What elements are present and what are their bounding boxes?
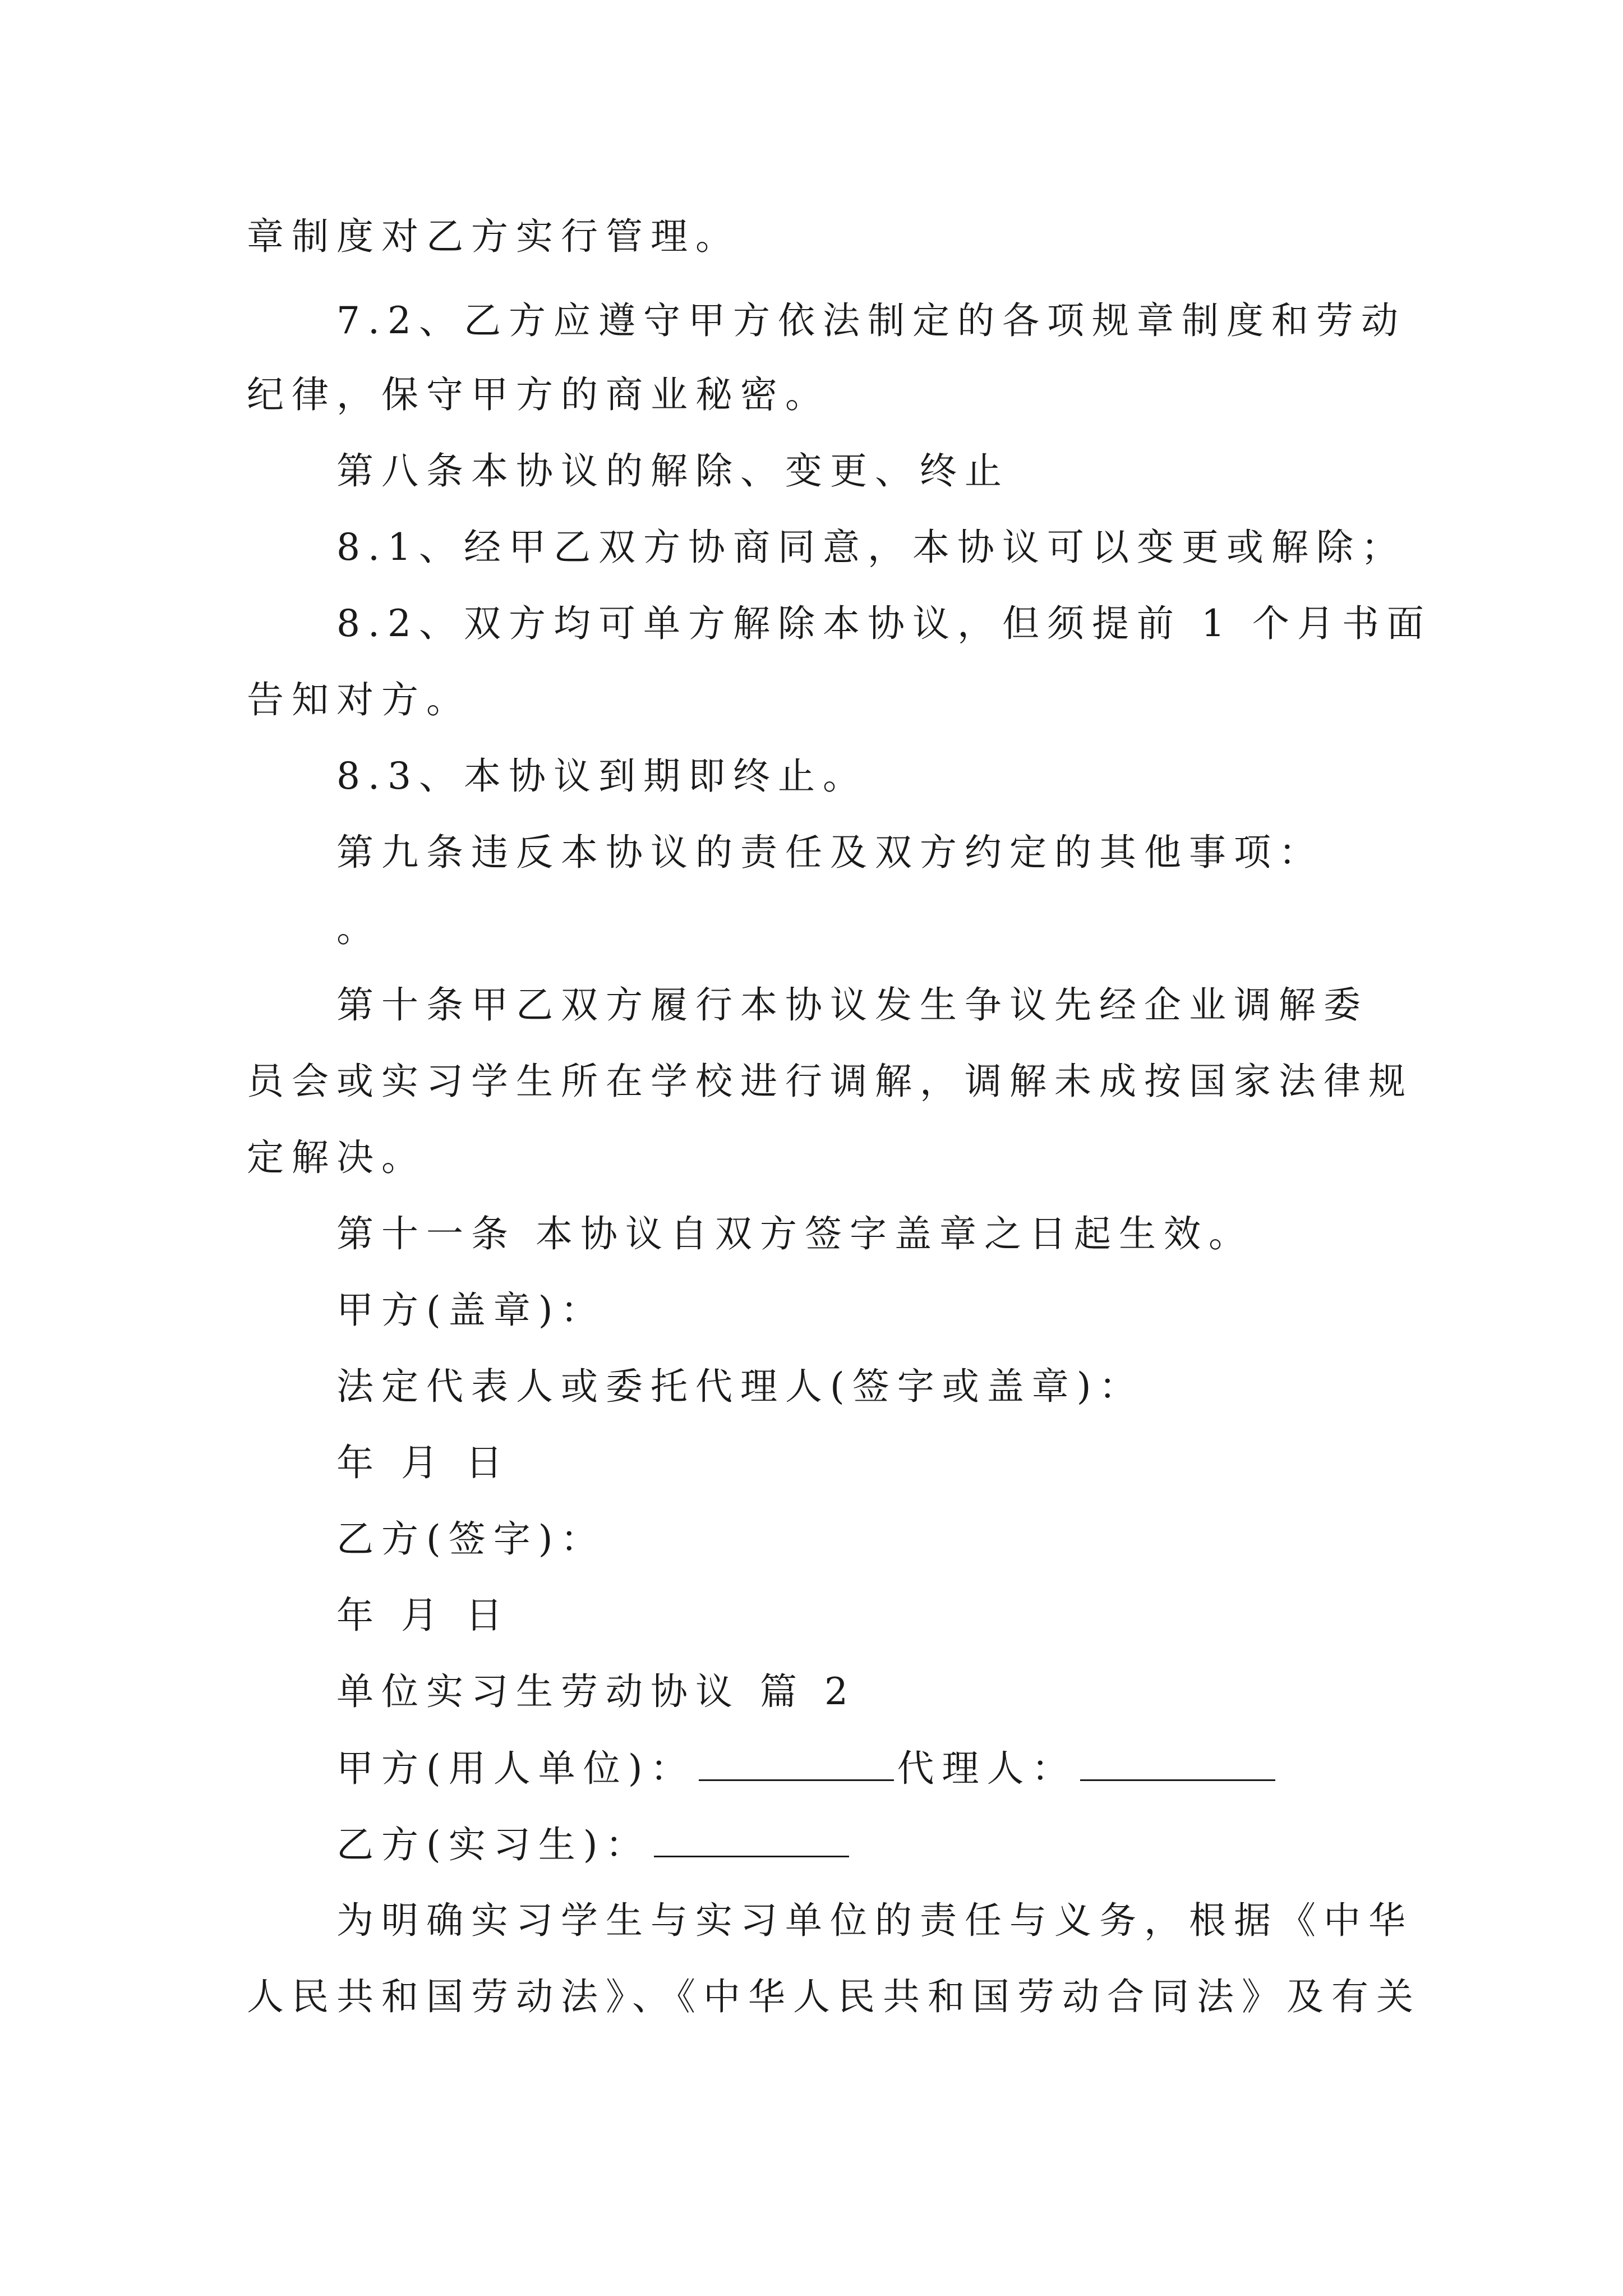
paragraph-line: 8.3、本协议到期即终止。 — [336, 754, 868, 798]
paragraph-line: 告知对方。 — [247, 678, 471, 721]
agent-label: 代理人： — [897, 1747, 1077, 1790]
paragraph-line: 第十一条 本协议自双方签字盖章之日起生效。 — [336, 1212, 1253, 1255]
party-b-line — [336, 1822, 852, 1867]
paragraph-line: 7.2、乙方应遵守甲方依法制定的各项规章制度和劳动 — [336, 299, 1406, 342]
section-heading: 第八条本协议的解除、变更、终止 — [336, 449, 1009, 493]
section-title: 单位实习生劳动协议 篇 2 — [336, 1670, 856, 1713]
agent-blank — [1080, 1746, 1275, 1781]
party-a-line — [336, 1746, 1279, 1791]
signature-line: 甲方(盖章)： — [336, 1289, 606, 1332]
party-a-label: 甲方(用人单位)： — [336, 1747, 695, 1790]
paragraph-line: 为明确实习学生与实习单位的责任与义务，根据《中华 — [336, 1899, 1413, 1942]
paragraph-line: 员会或实习学生所在学校进行调解，调解未成按国家法律规 — [247, 1060, 1413, 1103]
signature-line: 乙方(签字)： — [336, 1517, 606, 1561]
signature-line: 法定代表人或委托代理人(签字或盖章)： — [336, 1365, 1144, 1408]
paragraph-line: 第十条甲乙双方履行本协议发生争议先经企业调解委 — [336, 983, 1368, 1027]
paragraph-line: 人民共和国劳动法》、《中华人民共和国劳动合同法》及有关 — [247, 1975, 1421, 2018]
paragraph-line: 纪律，保守甲方的商业秘密。 — [247, 373, 830, 416]
party-a-blank — [699, 1746, 894, 1781]
paragraph-line: 8.2、双方均可单方解除本协议，但须提前 1 个月书面 — [336, 602, 1432, 645]
party-b-label: 乙方(实习生)： — [336, 1823, 651, 1866]
paragraph-line: 。 — [336, 907, 381, 950]
party-b-blank — [654, 1822, 849, 1857]
paragraph-line: 定解决。 — [247, 1136, 426, 1179]
date-line: 年 月 日 — [336, 1441, 510, 1484]
paragraph-line: 8.1、经甲乙双方协商同意，本协议可以变更或解除； — [336, 526, 1406, 569]
paragraph-line: 章制度对乙方实行管理。 — [247, 215, 740, 258]
section-heading: 第九条违反本协议的责任及双方约定的其他事项： — [336, 831, 1324, 874]
date-line: 年 月 日 — [336, 1594, 510, 1637]
